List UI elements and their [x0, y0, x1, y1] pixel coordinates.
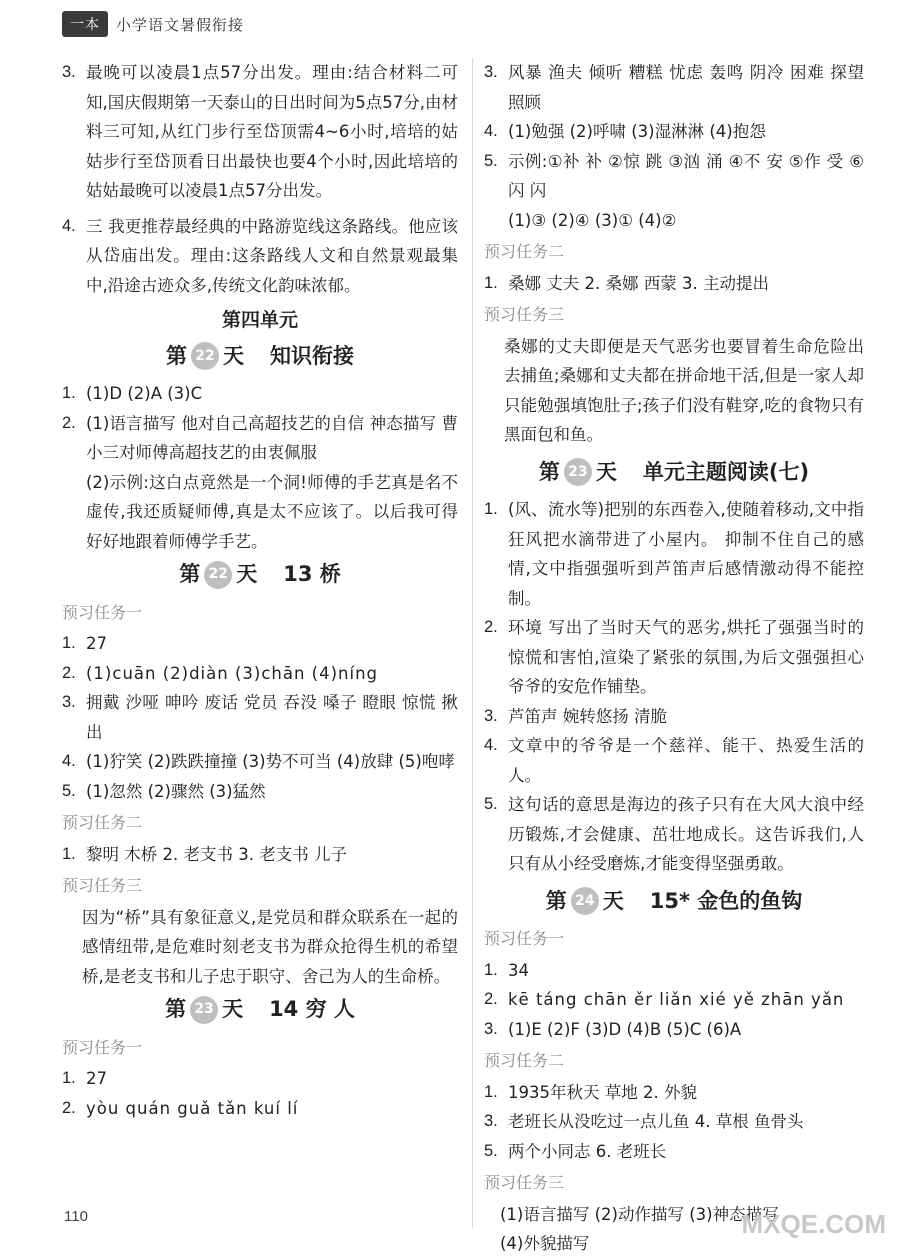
list-item: 1. 34	[484, 960, 529, 980]
list-item: 1. 27	[62, 634, 107, 653]
list-item: 3. 最晚可以凌晨1点57分出发。理由:结合材料二可知,国庆假期第一天泰山的日出时间为5点57分,由材料三可知,从红门步行至岱顶需4~6小时,培培的姑姑步行至岱顶看日出最快也要4个小时,因此培培的姑姑最晚可以凌晨1点57分出发。	[62, 63, 458, 200]
day-number-badge: 24	[571, 887, 599, 915]
brand-badge: 一本	[62, 11, 108, 37]
list-item: 5. 示例:①补 补 ②惊 跳 ③汹 涌 ④不 安 ⑤作 受 ⑥闪 闪	[484, 151, 864, 200]
answer-paragraph: (2)示例:这白点竟然是一个洞!师傅的手艺真是名不虚传,我还质疑师傅,真是太不应该了。以后我可得好好地跟着师傅学手艺。	[86, 472, 458, 551]
day-number-badge: 22	[191, 342, 219, 370]
day-title: 第 23 天 14 穷 人	[62, 995, 458, 1025]
list-item: 4. 三 我更推荐最经典的中路游览线这条路线。他应该从岱庙出发。理由:这条路线人文和自然景观最集中,沿途古迹众多,传统文化韵味浓郁。	[62, 216, 458, 295]
left-column	[62, 58, 458, 1123]
section-subtitle: 预习任务二	[484, 242, 565, 261]
column-divider	[472, 58, 473, 1228]
section-subtitle: 预习任务三	[484, 305, 565, 324]
list-item: 1. (风、流水等)把别的东西卷入,使随着移动,文中指狂风把水滴带进了小屋内。 抑制不住自己的感情,文中指强强听到芦笛声后感情激动得不能控制。	[484, 500, 864, 608]
list-item: 2. (1)cuān (2)diàn (3)chān (4)níng	[62, 663, 379, 683]
list-item: 3. 芦笛声 婉转悠扬 清脆	[484, 706, 667, 726]
answer-line: (1)语言描写 (2)动作描写 (3)神态描写	[500, 1204, 779, 1224]
day-number-badge: 23	[564, 458, 592, 486]
day-title: 第 22 天 知识衔接	[62, 342, 458, 372]
list-item: 3. (1)E (2)F (3)D (4)B (5)C (6)A	[484, 1019, 742, 1039]
list-item: 3. 老班长从没吃过一点儿鱼 4. 草根 鱼骨头	[484, 1112, 804, 1131]
answer-line: (1)③ (2)④ (3)① (4)②	[508, 210, 677, 230]
list-item: 3. 拥戴 沙哑 呻吟 废话 党员 吞没 嗓子 瞪眼 惊慌 揪出	[62, 693, 458, 742]
list-item: 4. (1)勉强 (2)呼啸 (3)湿淋淋 (4)抱怨	[484, 122, 766, 141]
day-title: 第 24 天 15* 金色的鱼钩	[484, 887, 864, 917]
list-item: 5. 两个小同志 6. 老班长	[484, 1141, 667, 1161]
unit-title: 第四单元	[221, 309, 298, 331]
list-item: 2. 环境 写出了当时天气的恶劣,烘托了强强当时的惊慌和害怕,渲染了紧张的氛围,为后文强强担心爷爷的安危作铺垫。	[484, 618, 864, 696]
list-item: 2. kē táng chān ěr liǎn xié yě zhān yǎn	[484, 990, 845, 1009]
list-item: 3. 风暴 渔夫 倾听 糟糕 忧虑 轰鸣 阴冷 困难 探望 照顾	[484, 63, 864, 112]
list-item: 2. yòu quán guǎ tǎn kuí lí	[62, 1098, 299, 1118]
answer-paragraph: 桑娜的丈夫即便是天气恶劣也要冒着生命危险出去捕鱼;桑娜和丈夫都在拼命地干活,但是一家人却只能勉强填饱肚子;孩子们没有鞋穿,吃的食物只有黑面包和鱼。	[504, 336, 864, 444]
day-title: 第 23 天 单元主题阅读(七)	[484, 458, 864, 488]
section-subtitle: 预习任务三	[62, 876, 143, 895]
list-item: 4. (1)狞笑 (2)跌跌撞撞 (3)势不可当 (4)放肆 (5)咆哮	[62, 752, 455, 771]
section-subtitle: 预习任务一	[484, 929, 565, 948]
day-number-badge: 23	[190, 996, 218, 1024]
list-item: 5. 这句话的意思是海边的孩子只有在大风大浪中经历锻炼,才会健康、茁壮地成长。这告诉我们,人只有从小经受磨炼,才能变得坚强勇敢。	[484, 795, 864, 873]
list-item: 1. 1935年秋天 草地 2. 外貌	[484, 1082, 697, 1102]
page-header	[62, 10, 244, 38]
list-item: 1. 27	[62, 1069, 107, 1088]
section-subtitle: 预习任务一	[62, 1037, 143, 1057]
list-item: 4. 文章中的爷爷是一个慈祥、能干、热爱生活的人。	[484, 736, 864, 785]
answer-paragraph: 因为“桥”具有象征意义,是党员和群众联系在一起的感情纽带,是危难时刻老支书为群众抢得生机的希望桥,是老支书和儿子忠于职守、舍己为人的生命桥。	[82, 907, 458, 986]
section-subtitle: 预习任务一	[62, 602, 143, 622]
day-title: 第 22 天 13 桥	[62, 560, 458, 590]
section-subtitle: 预习任务二	[62, 813, 143, 832]
right-column	[484, 58, 864, 1259]
list-item: 1. (1)D (2)A (3)C	[62, 384, 203, 403]
list-item: 1. 黎明 木桥 2. 老支书 3. 老支书 儿子	[62, 844, 347, 864]
watermark: MXQE.COM	[741, 1209, 886, 1239]
answer-line: (4)外貌描写	[500, 1234, 590, 1253]
header-title: 小学语文暑假衔接	[116, 15, 245, 34]
section-subtitle: 预习任务三	[484, 1173, 565, 1192]
list-item: 5. (1)忽然 (2)骤然 (3)猛然	[62, 781, 266, 801]
section-subtitle: 预习任务二	[484, 1051, 565, 1070]
list-item: 1. 桑娜 丈夫 2. 桑娜 西蒙 3. 主动提出	[484, 273, 769, 293]
page-number: 110	[64, 1208, 88, 1225]
list-item: 2. (1)语言描写 他对自己高超技艺的自信 神态描写 曹小三对师傅高超技艺的由衷佩服	[62, 413, 458, 462]
day-number-badge: 22	[204, 561, 232, 589]
